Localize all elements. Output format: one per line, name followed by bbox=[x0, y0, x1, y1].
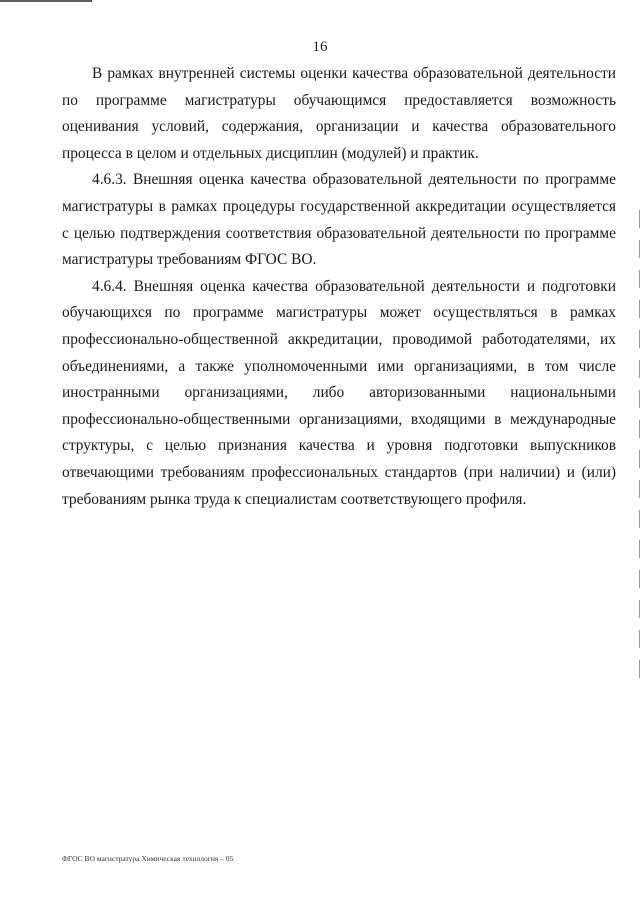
body-text bbox=[62, 61, 616, 513]
paragraph-4-6-3: 4.6.3. Внешняя оценка качества образовательной деятельности по программе магистратуры в рамках процедуры государственной аккредитации осуществляется с целью подтверждения соответствия образовательной деятельности по программе магистратуры требованиям ФГОС ВО. bbox=[62, 171, 616, 269]
page-number: 16 bbox=[312, 39, 328, 55]
paragraph-4-6-4: 4.6.4. Внешняя оценка качества образовательной деятельности и подготовки обучающихся по программе магистратуры может осуществляться в рамках профессионально-общественной аккредитации, проводимой работодателями, их объединениями, а также уполномоченными ими организациями, в том числе иностранными организациями, либо авторизованными национальными профессионально-общественными организациями, входящими в международные структуры, с целью признания качества и уровня подготовки выпускников отвечающими требованиям профессиональных стандартов (при наличии) и (или) требованиям рынка труда к специалистам соответствующего профиля. bbox=[62, 277, 616, 508]
page-footer: ФГОС ВО магистратура Химическая технология – 05 bbox=[62, 854, 234, 863]
scan-edge-mark bbox=[0, 0, 92, 2]
paragraph-internal-assessment: В рамках внутренней системы оценки качества образовательной деятельности по программе магистратуры обучающимся предоставляется возможность оценивания условий, содержания, организации и качества образовательного процесса в целом и отдельных дисциплин (модулей) и практик. bbox=[62, 65, 616, 162]
